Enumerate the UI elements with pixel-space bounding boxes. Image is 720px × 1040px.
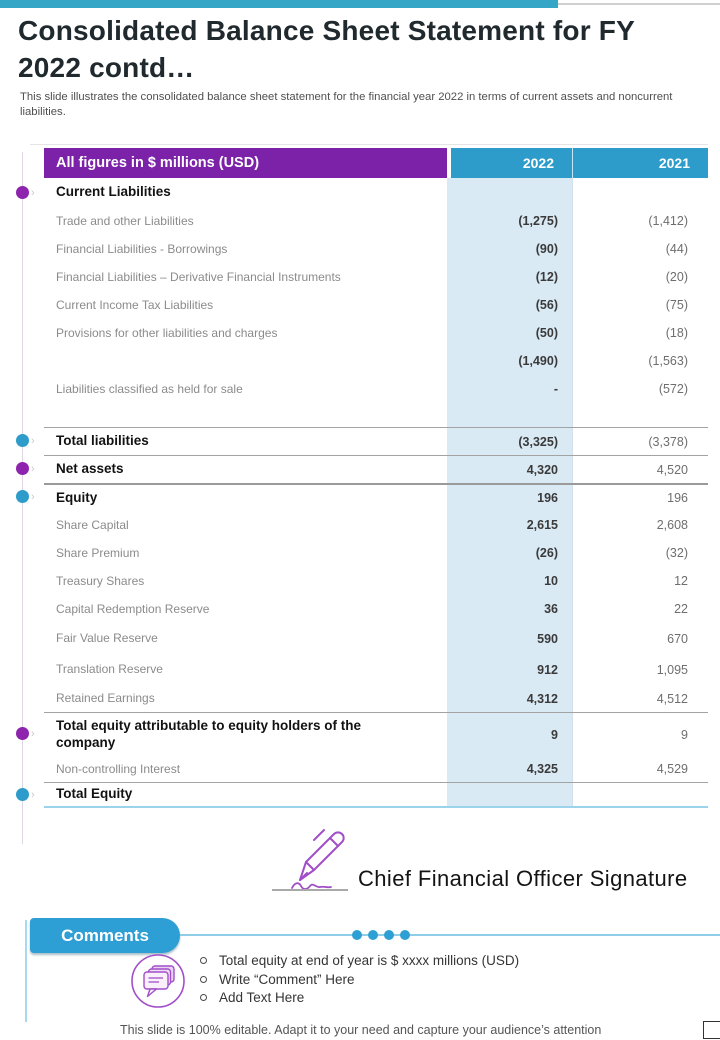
- value-2021: 4,520: [572, 456, 708, 483]
- table-row: [44, 712, 708, 756]
- chevron-right-icon: ›: [31, 728, 35, 740]
- value-2022: (12): [447, 263, 572, 291]
- value-2022: (50): [447, 319, 572, 347]
- value-2022: (1,275): [447, 207, 572, 235]
- balance-sheet-table: [44, 148, 708, 808]
- value-2021: (572): [572, 375, 708, 403]
- pen-signature-icon: [286, 824, 350, 892]
- value-2022: (90): [447, 235, 572, 263]
- list-item: [200, 972, 519, 991]
- table-row: [44, 178, 708, 207]
- bullet-marker-total-equity: [16, 788, 29, 801]
- list-item: [200, 990, 519, 1009]
- value-2022: (56): [447, 291, 572, 319]
- value-2021: 670: [572, 623, 708, 654]
- row-label: Translation Reserve: [56, 662, 163, 676]
- row-label: Financial Liabilities – Derivative Financial Instruments: [56, 269, 341, 284]
- chevron-right-icon: ›: [31, 187, 35, 199]
- table-row: [44, 623, 708, 654]
- row-label: Trade and other Liabilities: [56, 213, 194, 228]
- value-2021: (75): [572, 291, 708, 319]
- value-2021: (3,378): [572, 428, 708, 455]
- page-title: Consolidated Balance Sheet Statement for FY 2022 contd…: [18, 15, 635, 83]
- table-row: [44, 207, 708, 235]
- chat-bubbles-icon: [130, 953, 186, 1009]
- value-2021: (18): [572, 319, 708, 347]
- row-label: Financial Liabilities - Borrowings: [56, 241, 228, 256]
- value-2021: (32): [572, 539, 708, 567]
- chevron-right-icon: ›: [31, 435, 35, 447]
- value-2022: [447, 403, 572, 427]
- table-row: [44, 782, 708, 808]
- comments-title: Comments: [61, 925, 149, 945]
- value-2021: 9: [572, 713, 708, 756]
- row-label: Liabilities classified as held for sale: [56, 381, 243, 396]
- table-row-spacer: [44, 403, 708, 427]
- chevron-right-icon: ›: [31, 789, 35, 801]
- table-row: [44, 567, 708, 595]
- value-2021: [572, 403, 708, 427]
- row-label: Current Liabilities: [56, 184, 171, 200]
- slide-number-placeholder: [703, 1021, 720, 1039]
- footer-note: This slide is 100% editable. Adapt it to your need and capture your audience’s attention: [120, 1023, 602, 1037]
- table-row: [44, 235, 708, 263]
- table-header-row: [44, 148, 708, 178]
- row-label: [44, 403, 447, 427]
- row-label: [44, 347, 447, 375]
- hollow-bullet-icon: [200, 994, 207, 1001]
- table-row: [44, 263, 708, 291]
- comments-list: [200, 953, 519, 1009]
- column-header-2021: 2021: [572, 148, 708, 178]
- value-2021: 196: [572, 485, 708, 511]
- value-2022: 4,325: [447, 756, 572, 782]
- comment-text: Write “Comment” Here: [219, 971, 355, 987]
- row-label: Share Premium: [56, 545, 140, 560]
- table-row: [44, 756, 708, 782]
- divider-dot: [352, 930, 362, 940]
- value-2021: 4,512: [572, 685, 708, 712]
- bullet-marker-current-liabilities: [16, 186, 29, 199]
- row-label: Retained Earnings: [56, 691, 155, 705]
- hollow-bullet-icon: [200, 976, 207, 983]
- value-2022: 4,320: [447, 456, 572, 483]
- value-2021: 4,529: [572, 756, 708, 782]
- value-2021: 1,095: [572, 654, 708, 685]
- value-2022: 4,312: [447, 685, 572, 712]
- divider-dot: [384, 930, 394, 940]
- table-header-label: All figures in $ millions (USD): [44, 148, 447, 178]
- row-label: Share Capital: [56, 517, 129, 532]
- value-2022: 9: [447, 713, 572, 756]
- table-row: [44, 291, 708, 319]
- table-top-line: [30, 144, 708, 145]
- top-accent-bar: [0, 0, 558, 8]
- row-label: Net assets: [56, 461, 124, 477]
- comment-text: Add Text Here: [219, 990, 305, 1005]
- row-label: Equity: [56, 489, 98, 505]
- comments-banner: [30, 918, 180, 953]
- row-label: Total equity attributable to equity holders of the company: [56, 717, 362, 750]
- table-row: [44, 455, 708, 483]
- table-row: [44, 539, 708, 567]
- value-2022: (26): [447, 539, 572, 567]
- table-row: [44, 654, 708, 685]
- table-row: [44, 685, 708, 712]
- row-label: Total Equity: [56, 786, 133, 802]
- row-label: Current Income Tax Liabilities: [56, 297, 214, 312]
- bullet-marker-net-assets: [16, 462, 29, 475]
- table-row: [44, 483, 708, 511]
- table-row: [44, 375, 708, 403]
- value-2021: (44): [572, 235, 708, 263]
- value-2021: [572, 178, 708, 207]
- table-row: [44, 347, 708, 375]
- bullet-marker-total-liabilities: [16, 434, 29, 447]
- value-2022: 590: [447, 623, 572, 654]
- value-2022: (1,490): [447, 347, 572, 375]
- value-2021: 22: [572, 595, 708, 623]
- chevron-right-icon: ›: [31, 491, 35, 503]
- value-2022: 912: [447, 654, 572, 685]
- value-2022: 36: [447, 595, 572, 623]
- value-2021: (1,563): [572, 347, 708, 375]
- page-subtitle: This slide illustrates the consolidated balance sheet statement for the financial year 2022 in terms of current assets and noncurrent liabilities.: [20, 91, 673, 118]
- column-header-2022: 2022: [447, 148, 572, 178]
- value-2022: 10: [447, 567, 572, 595]
- table-row: [44, 595, 708, 623]
- value-2022: -: [447, 375, 572, 403]
- bullet-marker-equity: [16, 490, 29, 503]
- row-label: Treasury Shares: [56, 573, 145, 588]
- value-2021: 12: [572, 567, 708, 595]
- signature-line: [272, 889, 348, 891]
- value-2022: [447, 178, 572, 207]
- divider-dot: [400, 930, 410, 940]
- comments-left-line: [25, 920, 27, 1022]
- signature-label: Chief Financial Officer Signature: [358, 866, 688, 891]
- row-label: Total liabilities: [56, 433, 149, 449]
- row-label: Fair Value Reserve: [56, 631, 158, 645]
- list-item: [200, 953, 519, 972]
- row-label: Provisions for other liabilities and charges: [56, 325, 278, 340]
- value-2022: 196: [447, 485, 572, 511]
- row-label: Capital Redemption Reserve: [56, 601, 210, 616]
- chevron-right-icon: ›: [31, 463, 35, 475]
- bullet-marker-total-equity-attributable: [16, 727, 29, 740]
- value-2021: (1,412): [572, 207, 708, 235]
- table-row: [44, 319, 708, 347]
- table-row: [44, 511, 708, 539]
- value-2022: [447, 783, 572, 806]
- value-2021: (20): [572, 263, 708, 291]
- value-2022: (3,325): [447, 428, 572, 455]
- hollow-bullet-icon: [200, 957, 207, 964]
- comments-divider-line: [180, 934, 720, 936]
- top-thin-line: [558, 3, 720, 5]
- table-row: [44, 427, 708, 455]
- divider-dot: [368, 930, 378, 940]
- value-2021: [572, 783, 708, 806]
- comment-text: Total equity at end of year is $ xxxx millions (USD): [219, 953, 520, 968]
- row-label: Non-controlling Interest: [56, 761, 181, 776]
- value-2022: 2,615: [447, 511, 572, 539]
- value-2021: 2,608: [572, 511, 708, 539]
